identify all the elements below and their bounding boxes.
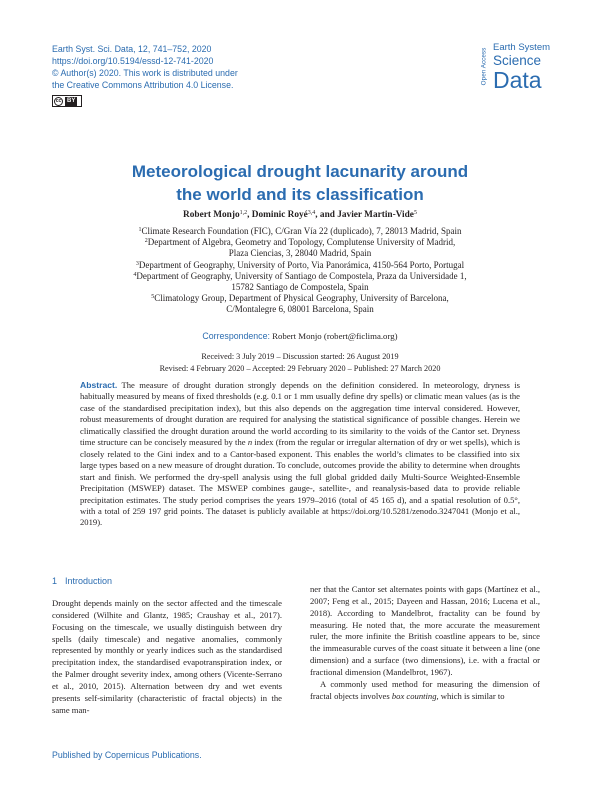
publisher-footer[interactable]: Published by Copernicus Publications. <box>52 750 202 760</box>
author-name: Dominic Royé <box>251 210 308 220</box>
affiliation-line: $^3$Department of Geography, University of Porto, Via Panorámica, 4150-564 Porto, Portugal <box>135 259 465 270</box>
affiliation-line: $^4$Department of Geography, University of Santiago de Compostela, Praza da Universidade 1, <box>133 270 467 281</box>
author-name: Robert Monjo <box>183 210 240 220</box>
author-affiliation-marker: 5 <box>413 210 417 216</box>
abstract-text: The measure of drought duration strongly depends on the definition considered. In meteorology, dryness is habitually measured by means of fixed thresholds (e.g. 0.1 or 1 mm usually define dry spells) or climatic mean values (as is the case of the standardised precipitation index), but this also depends on the aggregation time interval considered. However, robust measurements of drought duration are required for analysing the statistical significance of possible changes. Herein we climatically classified the drought duration around the world according to its similarity to the voids of the Cantor set. Dryness time structure can be concisely measured by the <box>80 380 520 448</box>
affiliation-line: C/Montalegre 6, 08001 Barcelona, Spain <box>226 304 374 315</box>
doi-link[interactable]: https://doi.org/10.5194/essd-12-741-2020 <box>52 56 214 66</box>
abstract-label: Abstract. <box>80 380 118 390</box>
copyright-line: © Author(s) 2020. This work is distributed under <box>52 68 238 78</box>
publication-dates <box>80 351 520 374</box>
section-title: Introduction <box>65 576 113 586</box>
open-access-label: Open Access <box>480 47 488 85</box>
title-line-2: the world and its classification <box>176 185 424 204</box>
affiliation-line: $^2$Department of Algebra, Geometry and Topology, Complutense University of Madrid, <box>144 237 456 248</box>
correspondence-email[interactable]: Robert Monjo (robert@ficlima.org) <box>269 331 398 341</box>
author-list <box>80 210 520 220</box>
author-separator: , and <box>315 210 338 220</box>
title-line-1: Meteorological drought lacunarity around <box>131 162 469 181</box>
abstract-n-symbol: n <box>247 437 253 448</box>
abstract <box>80 380 520 529</box>
affiliation-line: 15782 Santiago de Compostela, Spain <box>231 282 369 293</box>
dates-line-1: Received: 3 July 2019 – Discussion started: 26 August 2019 <box>201 352 399 361</box>
section-number: 1 <box>52 576 58 586</box>
citation-block <box>52 43 238 91</box>
section-heading <box>52 576 112 586</box>
body-paragraph: A commonly used method for measuring the dimension of fractal objects involves box counting, which is similar to <box>310 678 540 701</box>
emphasis-box-counting: box counting <box>391 690 437 701</box>
by-icon: BY <box>67 97 76 104</box>
affiliation-line: Plaza Ciencias, 3, 28040 Madrid, Spain <box>228 248 372 259</box>
correspondence-label: Correspondence: <box>202 331 270 341</box>
author-separator: , <box>247 210 252 220</box>
body-column-right <box>310 584 540 702</box>
author-name: Javier Martin-Vide <box>337 210 414 220</box>
author-affiliation-marker: 3,4 <box>307 210 316 216</box>
body-column-left <box>52 598 282 716</box>
paper-title <box>80 160 520 206</box>
logo-line-data: Data <box>493 67 542 93</box>
author-affiliation-marker: 1,2 <box>239 210 248 216</box>
correspondence <box>80 331 520 341</box>
abstract-text: index (from the regular or irregular alternation of dry or wet spells), which is closely related to the Gini index and to a Cantor-based exponent. This enables the world’s climates to be classified into six large types based on a new measure of drought duration. To conclude, outcomes provide the ability to determine when droughts start and finish. We performed the dry-spell analysis using the full global gridded daily Multi-Source Weighted-Ensemble Precipitation (MSWEP) dataset. The MSWEP combines gauge-, satellite-, and reanalysis-based data to provide reliable precipitation estimates. The study period comprises the years 1979–2016 (total of 45 165 d), and a spatial resolution of 0.5°, with a total of 259 197 grid points. The dataset is publicly available at https://doi.org/10.5281/zenodo.3247041 (Monjo et al., 2019). <box>80 437 520 528</box>
logo-line-science: Science <box>493 53 542 68</box>
affiliations <box>80 226 520 316</box>
body-paragraph: Drought depends mainly on the sector affected and the timescale considered (Wilhite and Glantz, 1985; Craushay et al., 2017). Focusing on the timescale, we usually distinguish between dry spells (daily timescale) and negative anomalies, commonly represented by monthly or yearly indices such as the standardised precipitation index, the standardised evapotranspiration index, or the Palmer drought severity index, among others (Vicente-Serrano et al., 2010, 2015). Alternation between dry and wet events presents self-similarity (characteristic of fractal objects) in the same man- <box>52 598 282 715</box>
cc-by-license-badge[interactable] <box>52 95 82 107</box>
cc-icon: cc <box>55 98 62 104</box>
affiliation-line: $^1$Climate Research Foundation (FIC), C/Gran Vía 22 (duplicado), 7, 28013 Madrid, Spain <box>138 226 462 236</box>
body-paragraph: ner that the Cantor set alternates points with gaps (Martínez et al., 2007; Feng et al., 2015; Dayeen and Hassan, 2016; Lucena et al., 2018). According to Mandelbrot, fractality can be found by measuring. He noted that, the more accurate the measurement ruler, the more infinite the British coastline appears to be, since the immeasurable curves of the coast situate it between a line (one dimension) and a surface (two dimensions), i.e. with a fractal or fractional dimension (Mandelbrot, 1967). <box>310 584 540 677</box>
affiliation-line: $^5$Climatology Group, Department of Physical Geography, University of Barcelona, <box>151 293 449 304</box>
journal-citation: Earth Syst. Sci. Data, 12, 741–752, 2020 <box>52 44 212 54</box>
dates-line-2: Revised: 4 February 2020 – Accepted: 29 February 2020 – Published: 27 March 2020 <box>159 363 441 373</box>
logo-line-earth-system: Earth System <box>493 42 551 53</box>
journal-logo <box>493 42 550 92</box>
license-line[interactable]: the Creative Commons Attribution 4.0 License. <box>52 80 234 90</box>
